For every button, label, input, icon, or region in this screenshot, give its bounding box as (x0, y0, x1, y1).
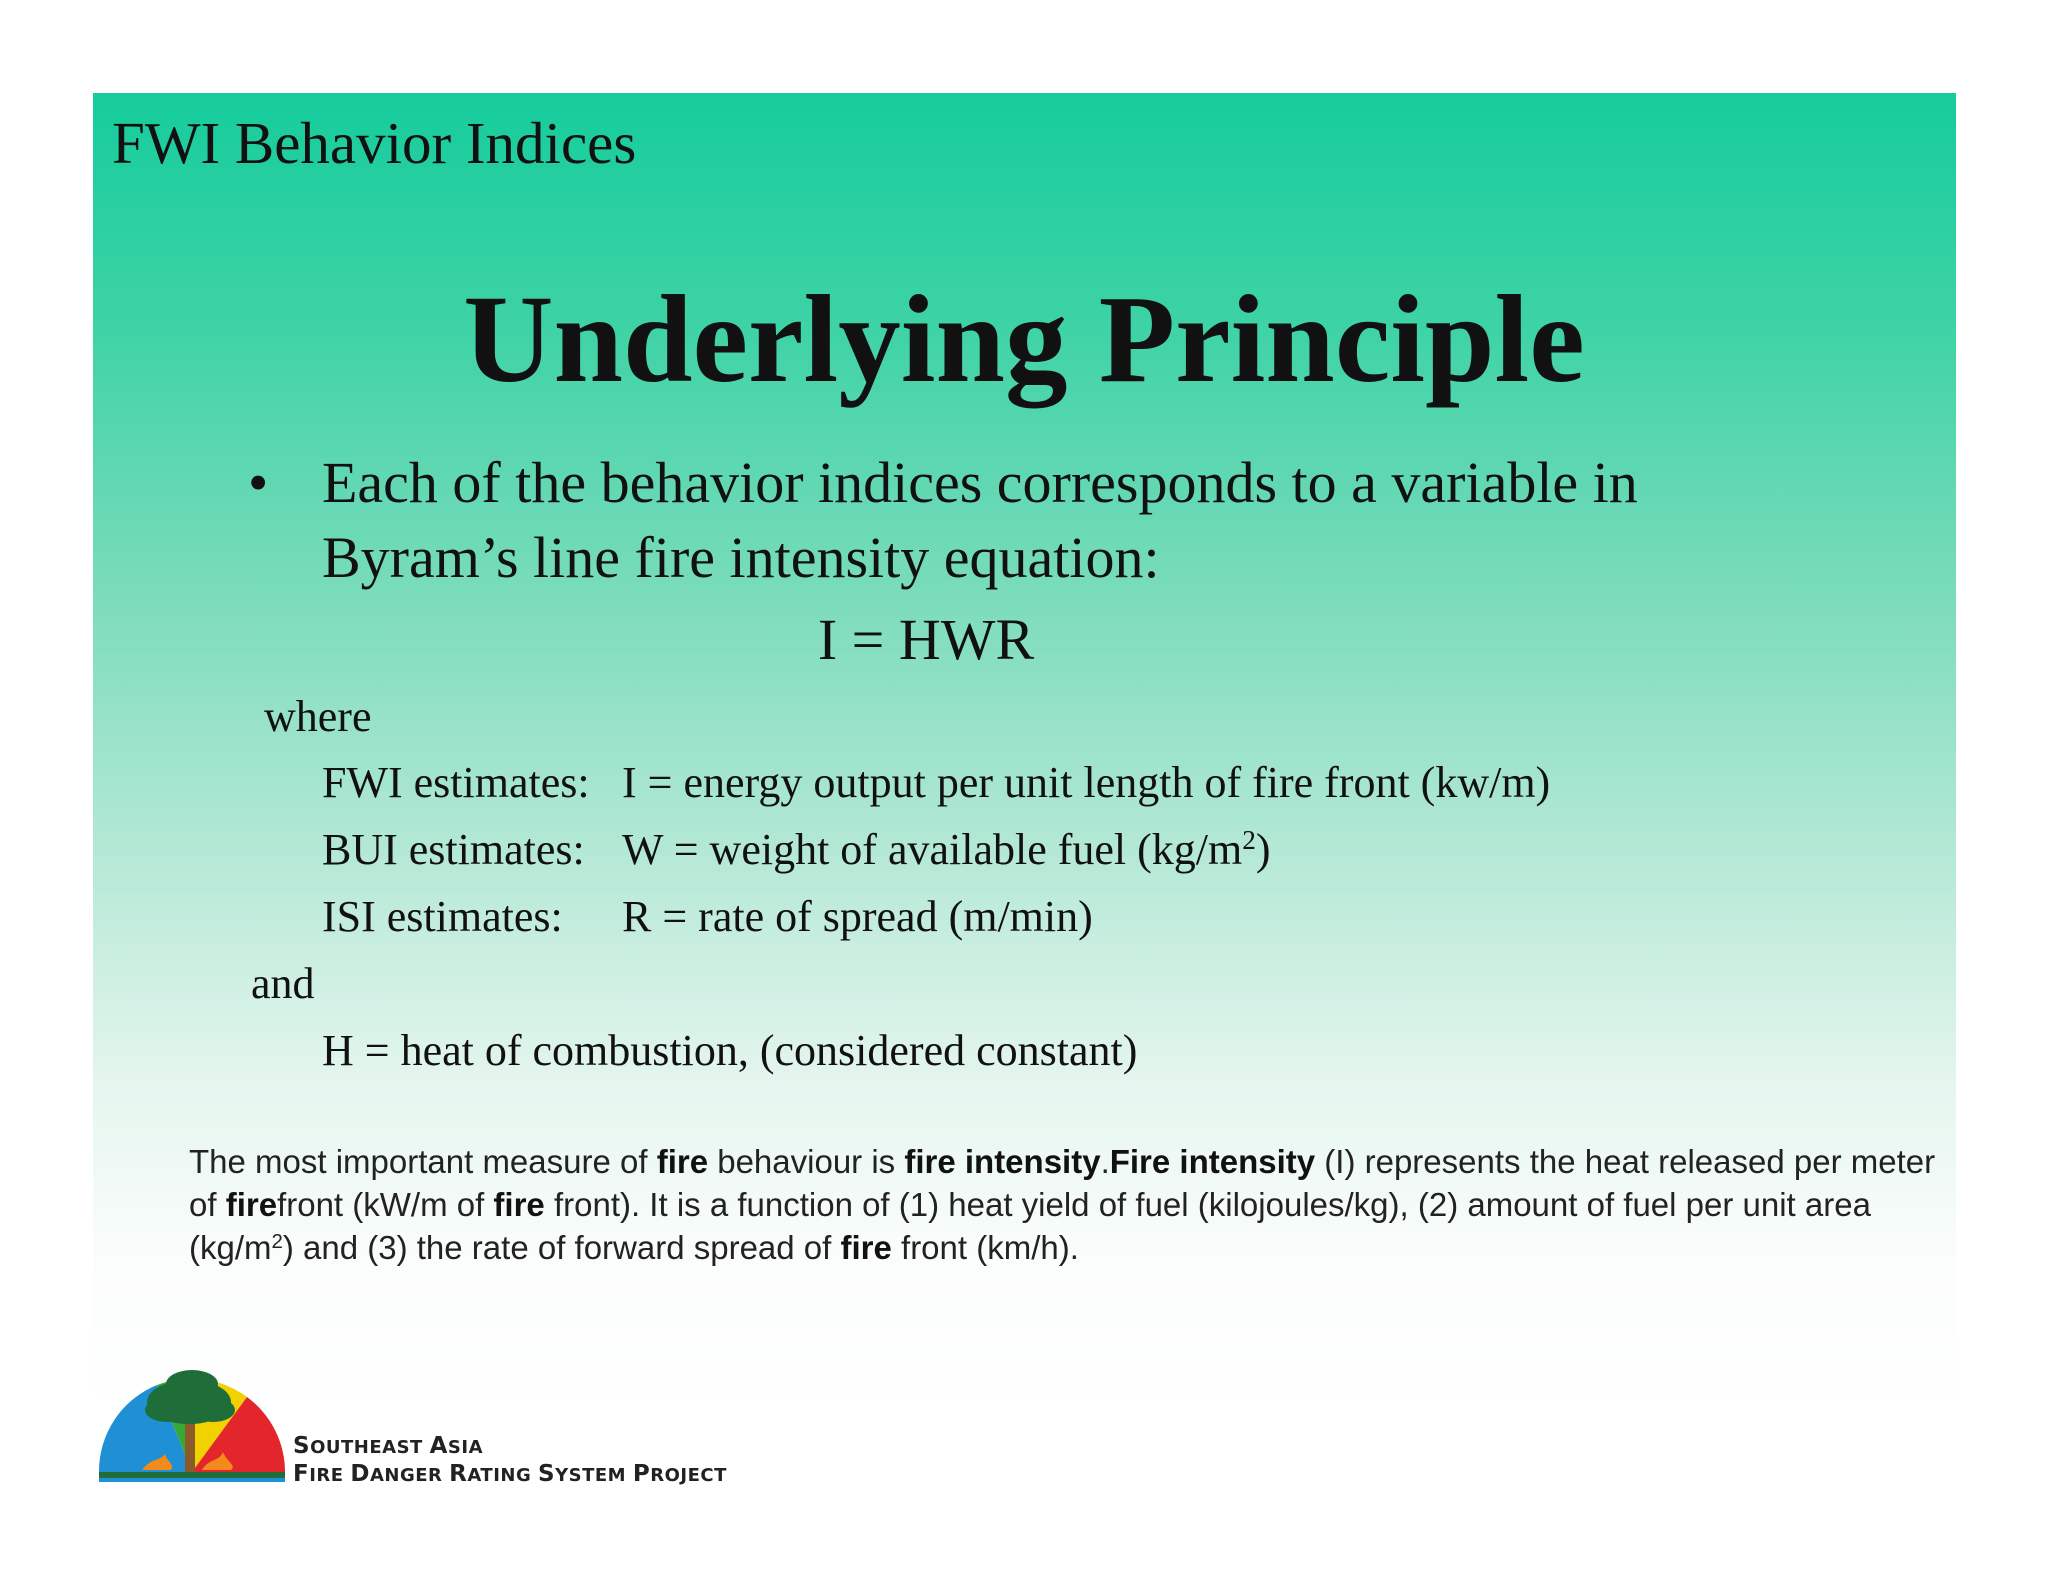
organization-line-1: SOUTHEAST ASIA (293, 1433, 483, 1459)
and-label: and (251, 959, 315, 1008)
note-emphasis: Fire intensity (1109, 1143, 1316, 1180)
note-emphasis: fire intensity (904, 1143, 1101, 1180)
note-emphasis: fire (840, 1229, 892, 1266)
where-label: where (264, 692, 372, 741)
definition-label: FWI estimates: (322, 758, 590, 807)
definition-superscript: 2 (1242, 825, 1256, 855)
fdrs-logo-icon (97, 1362, 287, 1484)
definition-text: W = weight of available fuel (kg/m (622, 825, 1243, 874)
definition-bui (322, 821, 1271, 879)
note-text: . (1100, 1143, 1110, 1180)
section-label: FWI Behavior Indices (112, 110, 637, 176)
explanatory-note (189, 1140, 1949, 1269)
organization-name (293, 1433, 727, 1489)
note-text: front (km/h). (891, 1229, 1079, 1266)
organization-line-2: FIRE DANGER RATING SYSTEM PROJECT (293, 1461, 727, 1487)
note-text: The most important measure of (189, 1143, 657, 1180)
slide-title: Underlying Principle (463, 271, 1585, 409)
definition-fwi (322, 754, 1550, 812)
bullet-text-line-1: Each of the behavior indices corresponds to a variable in (322, 450, 1638, 515)
definition-text: R = rate of spread (m/min) (622, 892, 1093, 941)
equation: I = HWR (817, 607, 1035, 672)
note-text: front (kW/m of (277, 1186, 494, 1223)
definition-text: I = energy output per unit length of fire front (kw/m) (622, 758, 1551, 807)
note-text: front). It is a function of (1) heat yield of fuel (kilojoules/kg), (2) amount of fuel per unit area (kg/m (189, 1186, 1871, 1266)
definition-isi (322, 888, 1093, 946)
definition-suffix: ) (1255, 825, 1271, 874)
note-emphasis: fire (225, 1186, 278, 1223)
note-text: ) and (3) the rate of forward spread of (282, 1229, 841, 1266)
note-text: (I) represents the heat released per meter of (189, 1143, 1936, 1223)
note-emphasis: fire (656, 1143, 709, 1180)
bullet-marker: • (248, 450, 269, 515)
note-text: 2 (271, 1229, 283, 1253)
heat-definition: H = heat of combustion, (considered constant) (322, 1026, 1138, 1075)
definition-label: BUI estimates: (322, 825, 585, 874)
bullet-text-line-2: Byram’s line fire intensity equation: (322, 525, 1160, 590)
definition-label: ISI estimates: (322, 892, 563, 941)
note-text: behaviour is (708, 1143, 905, 1180)
note-emphasis: fire (493, 1186, 545, 1223)
